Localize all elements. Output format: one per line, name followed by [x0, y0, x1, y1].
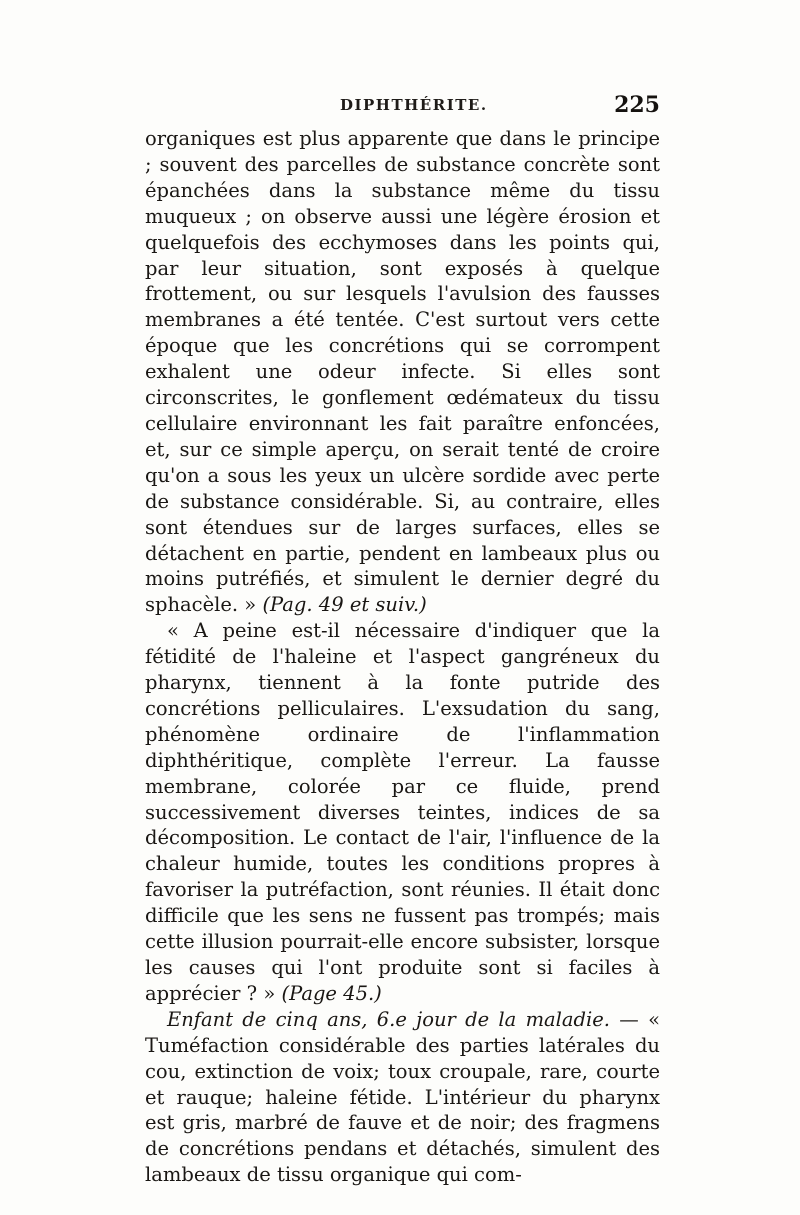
paragraph-text: « A peine est-il nécessaire d'indiquer que la fétidité de l'haleine et l'aspect gangréneux du pharynx, tiennent à la fonte putride des concrétions pelliculaires. L'exsudation du sang, phénomène ordinaire de l'inflammation diphthéritique, complète l'erreur. La fausse membrane, colorée par ce fluide, prend successivement diverses teintes, indices de sa décomposition. Le contact de l'air, l'influence de la chaleur humide, toutes les conditions propres à favoriser la putréfaction, sont réunies. Il était donc difficile que les sens ne fussent pas trompés; mais cette illusion pourrait-elle encore subsister, lorsque les causes qui l'ont produite sont si faciles à apprécier ? »: [145, 619, 660, 1005]
paragraph-text: organiques est plus apparente que dans le principe ; souvent des parcelles de substance concrète sont épanchées dans la substance même du tissu muqueux ; on observe aussi une légère érosion et quelquefois des ecchymoses dans les points qui, par leur situation, sont exposés à quelque frottement, ou sur lesquels l'avulsion des fausses membranes a été tentée. C'est surtout vers cette époque que les concrétions qui se corrompent exhalent une odeur infecte. Si elles sont circonscrites, le gonflement œdémateux du tissu cellulaire environnant les fait paraître enfoncées, et, sur ce simple aperçu, on serait tenté de croire qu'on a sous les yeux un ulcère sordide avec perte de substance considérable. Si, au contraire, elles sont étendues sur de larges surfaces, elles se détachent en partie, pendent en lambeaux plus ou moins putréfiés, et simulent le dernier degré du sphacèle. »: [145, 127, 660, 617]
case-heading: Enfant de cinq ans, 6.e jour de la maladie.: [167, 1007, 611, 1031]
page-number: 225: [614, 92, 660, 118]
paragraph-case: [145, 1007, 660, 1188]
page-citation: (Page 45.): [281, 981, 382, 1005]
page-citation: (Pag. 49 et suiv.): [262, 593, 427, 617]
paragraph-quote: [145, 618, 660, 1007]
page-header: [145, 92, 660, 124]
running-title: DIPHTHÉRITE.: [340, 96, 488, 114]
paragraph-continuation: [145, 126, 660, 618]
paragraph-text: — « Tuméfaction considérable des parties latérales du cou, extinction de voix; toux croupale, rare, courte et rauque; haleine fétide. L'intérieur du pharynx est gris, marbré de fauve et de noir; des fragmens de concrétions pendans et détachés, simulent des lambeaux de tissu organique qui com-: [145, 1007, 661, 1187]
body-text: [145, 126, 661, 1187]
